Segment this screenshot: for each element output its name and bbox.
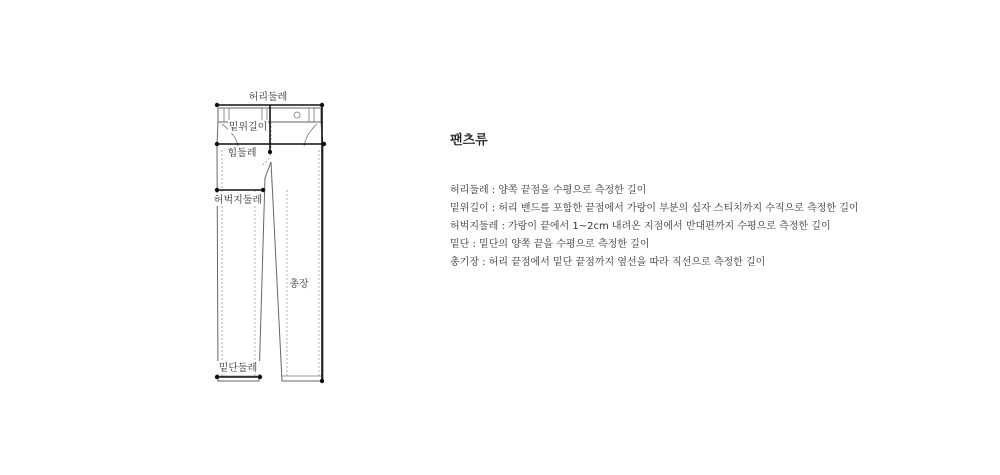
thigh-label: 허벅지둘레 xyxy=(213,195,263,206)
description-line-rise: 밑위길이 : 허리 밴드를 포함한 끝점에서 가랑이 부분의 십자 스티치까지 수직으로 측정한 길이 xyxy=(450,203,859,214)
hem-label: 밑단둘레 xyxy=(218,363,258,374)
category-title: 팬츠류 xyxy=(450,133,488,148)
description-line-thigh: 허벅지둘레 : 가랑이 끝에서 1~2cm 내려온 지점에서 반대편까지 수평으로 측정한 길이 xyxy=(450,221,831,232)
hip-label: 힙둘레 xyxy=(227,148,257,159)
measurement-description xyxy=(450,129,970,272)
description-line-waist: 허리둘레 : 양쪽 끝점을 수평으로 측정한 길이 xyxy=(450,185,647,196)
waist-label: 허리둘레 xyxy=(248,92,288,103)
rise-label: 밑위길이 xyxy=(228,122,268,133)
length-label: 총장 xyxy=(289,279,309,290)
description-line-length: 총기장 : 허리 끝점에서 밑단 끝점까지 옆선을 따라 직선으로 측정한 길이 xyxy=(450,257,766,268)
description-line-hem: 밑단 : 밑단의 양쪽 끝을 수평으로 측정한 길이 xyxy=(450,239,650,250)
